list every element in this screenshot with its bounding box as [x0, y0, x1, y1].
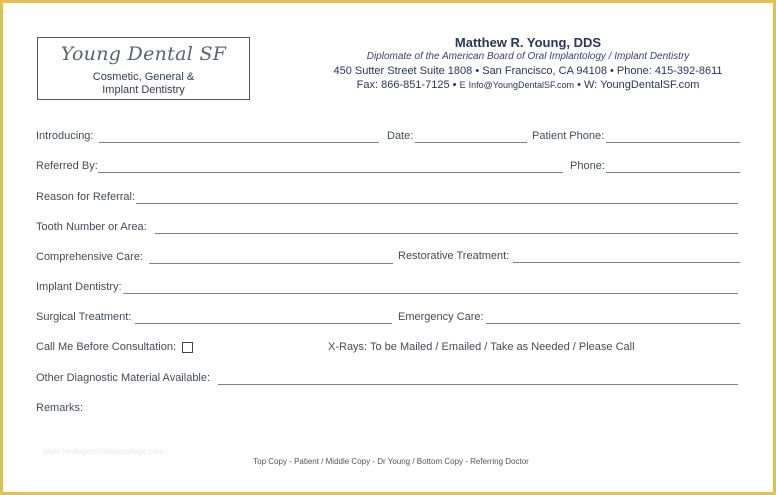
patient-phone-label: Patient Phone:	[532, 130, 605, 142]
call-me-label: Call Me Before Consultation:	[36, 341, 177, 353]
xrays-label: X-Rays: To be Mailed / Emailed / Take as Needed / Please Call	[328, 341, 635, 353]
call-me-checkbox[interactable]	[182, 342, 193, 353]
logo-tagline-2: Implant Dentistry	[102, 84, 185, 96]
doctor-name: Matthew R. Young, DDS	[454, 35, 602, 50]
surgical-field[interactable]	[135, 323, 392, 324]
other-diagnostic-field[interactable]	[218, 384, 738, 385]
doctor-diplomate: Diplomate of the American Board of Oral Implantology / Implant Dentistry	[366, 51, 690, 62]
copy-distribution-note: Top Copy - Patient / Middle Copy - Dr Young / Bottom Copy - Referring Doctor	[253, 457, 529, 466]
referred-by-field[interactable]	[98, 172, 563, 173]
tooth-field[interactable]	[155, 233, 738, 234]
introducing-field[interactable]	[99, 142, 379, 143]
phone-field[interactable]	[606, 172, 740, 173]
doctor-contact	[303, 79, 753, 91]
patient-phone-field[interactable]	[606, 142, 740, 143]
logo-tagline-1: Cosmetic, General &	[92, 71, 195, 83]
introducing-label: Introducing:	[36, 130, 94, 142]
remarks-label: Remarks:	[36, 402, 84, 414]
emergency-field[interactable]	[486, 323, 740, 324]
restorative-label: Restorative Treatment:	[398, 250, 510, 262]
website: • W: YoungDentalSF.com	[577, 79, 700, 91]
restorative-field[interactable]	[513, 262, 740, 263]
date-field[interactable]	[415, 142, 527, 143]
implant-field[interactable]	[123, 293, 738, 294]
tooth-label: Tooth Number or Area:	[36, 221, 147, 233]
implant-label: Implant Dentistry:	[36, 281, 122, 293]
email-prefix: E	[459, 80, 466, 90]
date-label: Date:	[387, 130, 414, 142]
comprehensive-field[interactable]	[149, 263, 393, 264]
emergency-label: Emergency Care:	[398, 311, 484, 323]
other-diagnostic-label: Other Diagnostic Material Available:	[36, 372, 211, 384]
watermark: www.heritagechristiancollege.com	[43, 447, 164, 456]
phone-label: Phone:	[570, 160, 605, 172]
fax-number: Fax: 866-851-7125 •	[356, 79, 457, 91]
practice-logo	[37, 37, 250, 100]
referred-by-label: Referred By:	[36, 160, 98, 172]
logo-script-text: Young Dental SF	[60, 43, 227, 65]
surgical-label: Surgical Treatment:	[36, 311, 132, 323]
comprehensive-label: Comprehensive Care:	[36, 251, 143, 263]
email-address: Info@YoungDentalSF.com	[468, 80, 575, 90]
doctor-address: 450 Sutter Street Suite 1808 • San Francisco, CA 94108 • Phone: 415-392-8611	[333, 65, 723, 77]
reason-label: Reason for Referral:	[36, 191, 136, 203]
reason-field[interactable]	[136, 203, 738, 204]
